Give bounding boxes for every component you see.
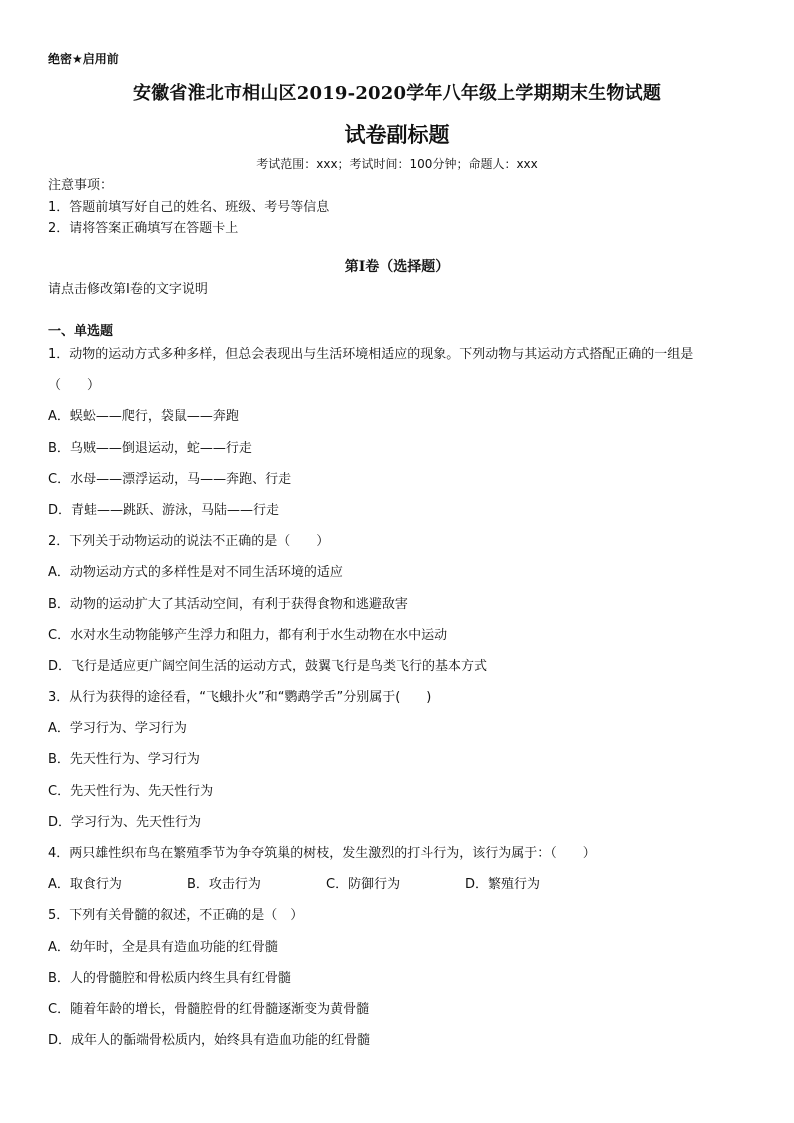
notes-item: 1．答题前填写好自己的姓名、班级、考号等信息: [48, 199, 330, 215]
question-stem: 2．下列关于动物运动的说法不正确的是（ ）: [48, 534, 330, 550]
answer-option: A．学习行为、学习行为: [48, 721, 187, 737]
answer-option: D．繁殖行为: [465, 877, 541, 893]
answer-option: B．人的骨髓腔和骨松质内终生具有红骨髓: [48, 970, 291, 986]
notes-item: 2．请将答案正确填写在答题卡上: [48, 221, 239, 236]
question-stem: 3．从行为获得的途径看，“飞蛾扑火”和“鹦鹉学舌”分别属于( ): [48, 690, 432, 706]
notes-heading: 注意事项：: [48, 178, 114, 193]
answer-option: C．水对水生动物能够产生浮力和阻力，都有利于水生动物在水中运动: [48, 627, 448, 643]
question-list: [48, 345, 758, 1062]
exam-info: 考试范围：xxx；考试时间：100分钟；命题人：xxx: [256, 157, 538, 171]
question-stem: 4．两只雄性织布鸟在繁殖季节为争夺筑巢的树枝，发生激烈的打斗行为，该行为属于：（ ）: [48, 846, 596, 861]
notes-block: [48, 175, 329, 240]
answer-option: B．动物的运动扩大了其活动空间，有利于获得食物和逃避敌害: [48, 596, 408, 612]
answer-option: A．动物运动方式的多样性是对不同生活环境的适应: [48, 565, 343, 581]
answer-option: B．攻击行为: [187, 877, 261, 893]
answer-option: D．青蛙——跳跃、游泳，马陆——行走: [48, 502, 280, 518]
answer-option: C．随着年龄的增长，骨髓腔骨的红骨髓逐渐变为黄骨髓: [48, 1001, 370, 1017]
answer-option: D．飞行是适应更广阔空间生活的运动方式，鼓翼飞行是鸟类飞行的基本方式: [48, 658, 488, 674]
question-stem-continued: （ ）: [48, 378, 101, 394]
answer-option: D．学习行为、先天性行为: [48, 814, 202, 830]
answer-option: C．先天性行为、先天性行为: [48, 783, 214, 799]
answer-option: D．成年人的骺端骨松质内，始终具有造血功能的红骨髓: [48, 1033, 371, 1049]
question-stem: 1．动物的运动方式多种多样，但总会表现出与生活环境相适应的现象。下列动物与其运动方式搭配正确的一组是: [48, 347, 694, 362]
answer-option: A．蜈蚣——爬行，袋鼠——奔跑: [48, 409, 239, 425]
answer-option: C．防御行为: [326, 877, 401, 893]
answer-option: B．先天性行为、学习行为: [48, 752, 200, 768]
part-title: 一、单选题: [48, 324, 114, 339]
answer-option: C．水母——漂浮运动，马——奔跑、行走: [48, 471, 292, 487]
section-description: 请点击修改第I卷的文字说明: [48, 282, 208, 297]
answer-option: B．乌贼——倒退运动，蛇——行走: [48, 440, 252, 456]
answer-option: A．幼年时，全是具有造血功能的红骨髓: [48, 939, 278, 955]
question-stem: 5．下列有关骨髓的叙述，不正确的是（ ）: [48, 908, 304, 924]
answer-option: A．取食行为: [48, 877, 122, 893]
exam-title: 安徽省淮北市相山区2019-2020学年八年级上学期期末生物试题: [132, 83, 662, 104]
inline-option-row: [48, 875, 758, 906]
secret-mark: 绝密★启用前: [48, 52, 119, 66]
section-title: 第I卷（选择题）: [344, 259, 450, 275]
exam-subtitle: 试卷副标题: [344, 122, 450, 147]
